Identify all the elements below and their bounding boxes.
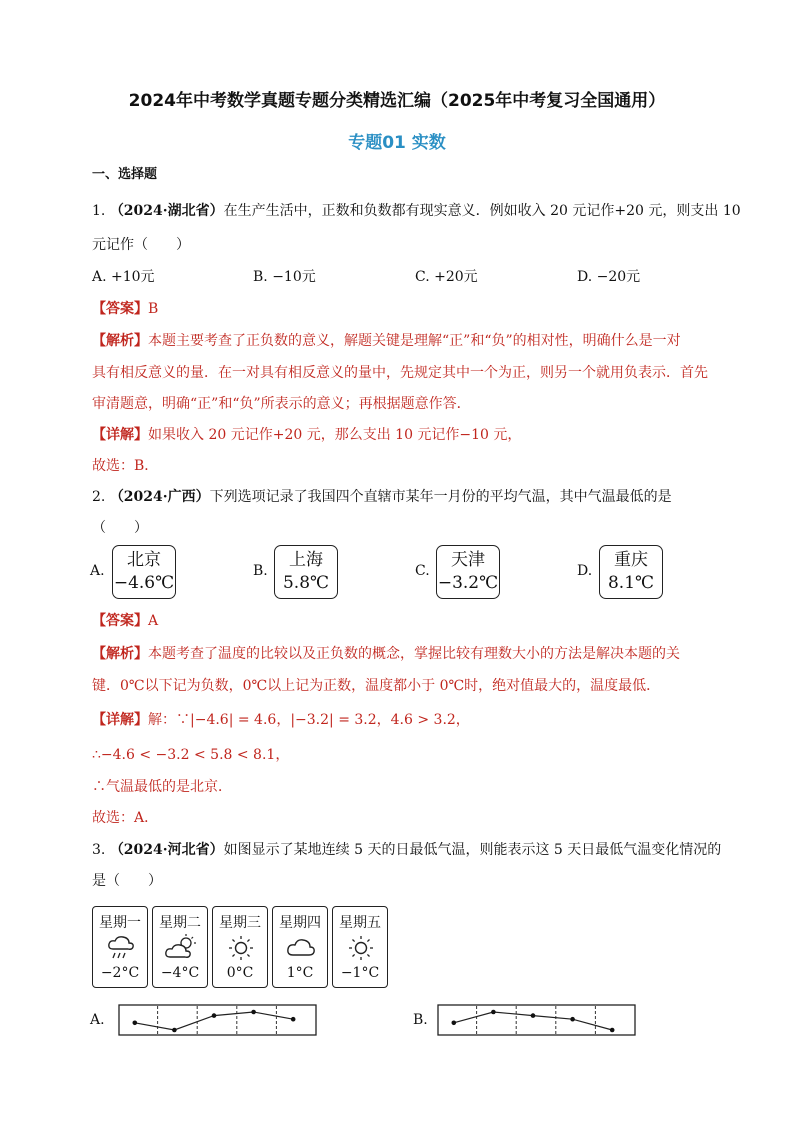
q2-step3: ∴气温最低的是北京．: [92, 779, 232, 795]
q1-conclusion: 故选：B．: [92, 458, 159, 474]
day-card-thursday: 星期四 1°C: [272, 906, 328, 988]
q2-answer: 【答案】A: [92, 613, 159, 629]
q1-source: （2024·湖北省）: [109, 203, 224, 219]
q2-source: （2024·广西）: [109, 489, 210, 505]
q2-stem-line1: [92, 486, 672, 506]
topic-title: 专题01 实数: [348, 133, 446, 153]
q2-step2: ∴−4.6 < −3.2 < 5.8 < 8.1，: [92, 747, 290, 763]
day-card-monday: 星期一 −2°C: [92, 906, 148, 988]
q3-option-a-label: A.: [90, 1012, 105, 1028]
q3-number: 3.: [92, 842, 106, 858]
q1-text1: 在生产生活中，正数和负数都有现实意义．例如收入 20 元记作+20 元，则支出 10: [223, 203, 741, 219]
day-card-wednesday: 星期三 0°C: [212, 906, 268, 988]
graph-a-frame: [119, 1005, 316, 1035]
q2-text2: （ ）: [92, 520, 148, 536]
graph-a-point: [133, 1021, 138, 1026]
q1-analysis-line2: 具有相反意义的量．在一对具有相反意义的量中，先规定其中一个为正，则另一个就用负表示．首先: [92, 365, 708, 381]
q2-analysis-line1: 【解析】本题考查了温度的比较以及正负数的概念，掌握比较有理数大小的方法是解决本题的关: [92, 646, 680, 662]
q1-option-c: C. +20元: [415, 269, 478, 285]
q1-option-a: A. +10元: [92, 269, 155, 285]
rain-cloud-icon: [105, 933, 137, 963]
q3-source: （2024·河北省）: [109, 842, 224, 858]
city-temp-card: 天津 −3.2℃: [436, 545, 500, 599]
q3-text2: 是（ ）: [92, 873, 162, 889]
day-card-friday: 星期五 −1°C: [332, 906, 388, 988]
q1-detail: 【详解】如果收入 20 元记作+20 元，那么支出 10 元记作−10 元，: [92, 427, 522, 443]
q3-option-b-graph: [437, 1004, 637, 1037]
graph-a-point: [172, 1028, 177, 1033]
q2-analysis-line2: 键．0℃以下记为负数，0℃以上记为正数，温度都小于 0℃时，绝对值最大的，温度最低．: [92, 678, 661, 694]
q1-analysis-line3: 审清题意，明确“正”和“负”所表示的意义；再根据题意作答．: [92, 396, 471, 412]
graph-a-point: [212, 1013, 217, 1018]
city-temp-card: 上海 5.8℃: [274, 545, 338, 599]
q3-option-b-label: B.: [413, 1012, 428, 1028]
graph-b-frame: [438, 1005, 635, 1035]
city-temp-card: 重庆 8.1℃: [599, 545, 663, 599]
q1-stem-line1: [92, 200, 741, 220]
day-card-tuesday: 星期二 −4°C: [152, 906, 208, 988]
sun-icon: [345, 933, 377, 963]
sun-icon: [225, 933, 257, 963]
q2-text1: 下列选项记录了我国四个直辖市某年一月份的平均气温，其中气温最低的是: [209, 489, 672, 505]
graph-b-point: [610, 1028, 615, 1033]
q1-option-d: D. −20元: [577, 269, 641, 285]
graph-b-point: [452, 1021, 457, 1026]
q1-answer: 【答案】B: [92, 301, 159, 317]
q3-text1: 如图显示了某地连续 5 天的日最低气温，则能表示这 5 天日最低气温变化情况的: [223, 842, 722, 858]
q2-conclusion: 故选：A．: [92, 810, 159, 826]
cloud-icon: [285, 933, 317, 963]
q2-detail: 【详解】解：∵|−4.6| = 4.6，|−3.2| = 3.2，4.6 > 3.2，: [92, 712, 470, 728]
document-title: 2024年中考数学真题专题分类精选汇编（2025年中考复习全国通用）: [128, 91, 666, 111]
q1-option-b: B. −10元: [253, 269, 316, 285]
graph-b-point: [491, 1010, 496, 1015]
q3-stem-line1: [92, 839, 721, 859]
q1-number: 1.: [92, 203, 106, 219]
graph-a-point: [251, 1010, 256, 1015]
q3-option-a-graph: [118, 1004, 318, 1037]
section-heading: 一、选择题: [92, 167, 158, 182]
city-temp-card: 北京 −4.6℃: [112, 545, 176, 599]
graph-b-point: [570, 1017, 575, 1022]
partly-cloudy-icon: [165, 933, 197, 963]
q1-text2: 元记作（ ）: [92, 237, 190, 253]
graph-b-point: [531, 1013, 536, 1018]
graph-a-point: [291, 1017, 296, 1022]
q2-number: 2.: [92, 489, 106, 505]
q1-analysis-line1: 【解析】本题主要考查了正负数的意义，解题关键是理解“正”和“负”的相对性，明确什么是一对: [92, 333, 681, 349]
